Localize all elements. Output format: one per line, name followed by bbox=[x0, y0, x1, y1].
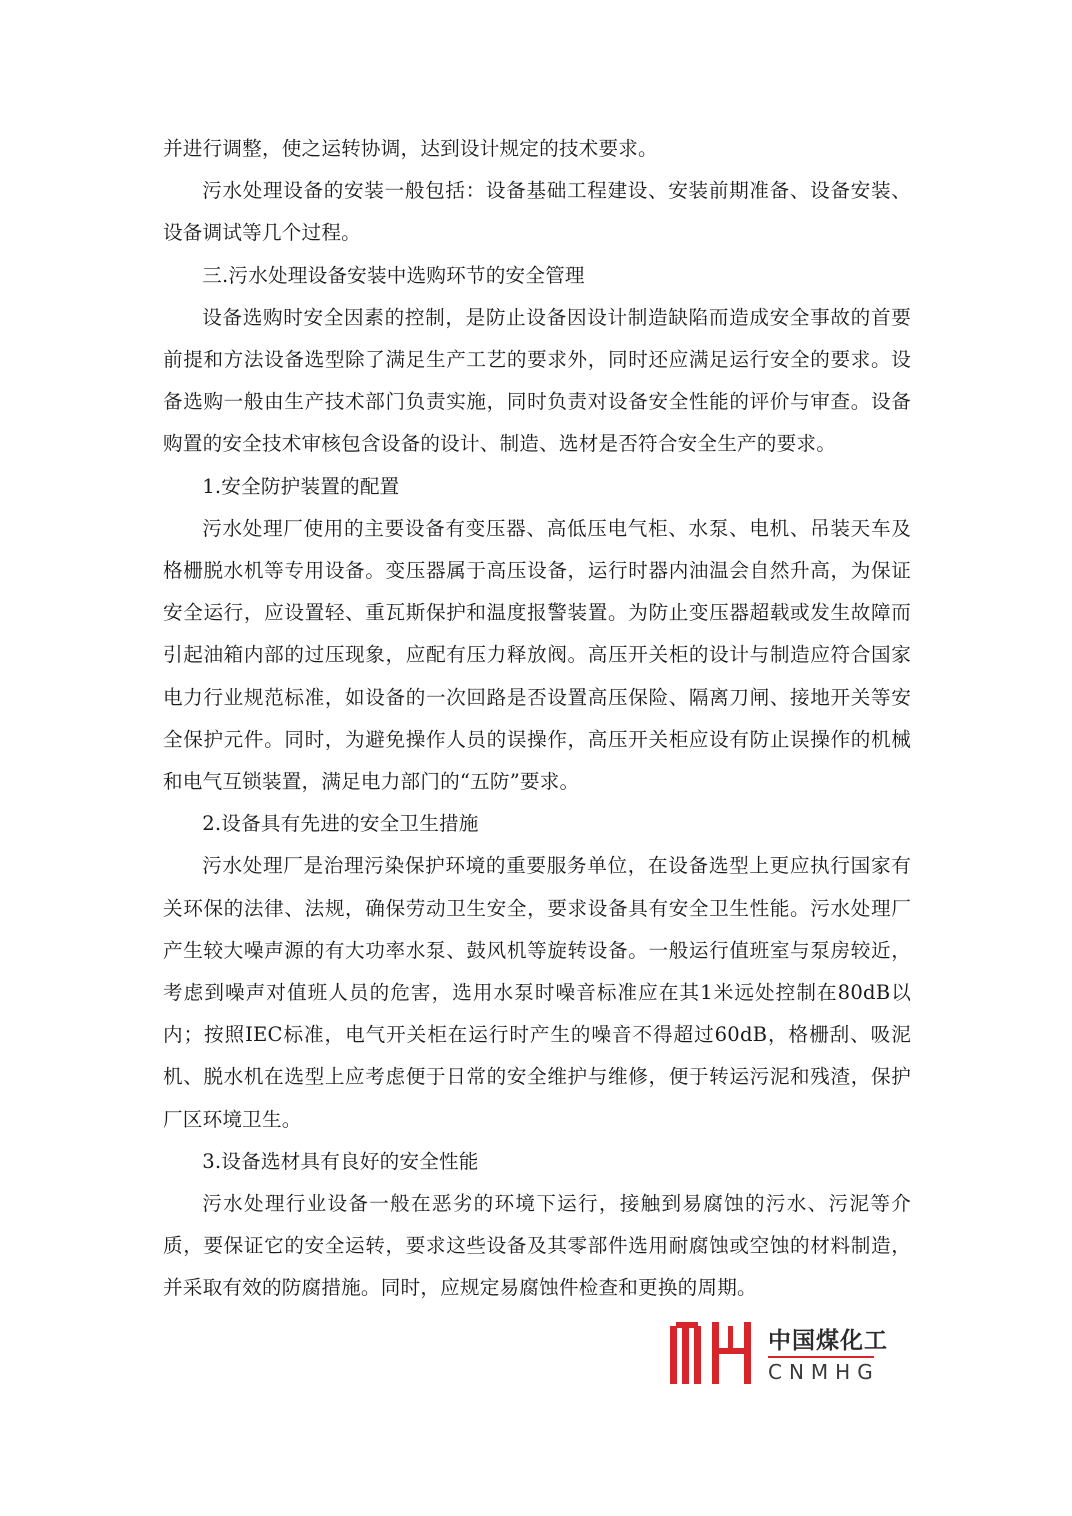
document-body bbox=[163, 128, 911, 1310]
paragraph-protective-devices: 污水处理厂使用的主要设备有变压器、高低压电气柜、水泵、电机、吊装天车及格栅脱水机等专用设备。变压器属于高压设备，运行时器内油温会自然升高，为保证安全运行，应设置轻、重瓦斯保护和温度报警装置。为防止变压器超载或发生故障而引起油箱内部的过压现象，应配有压力释放阀。高压开关柜的设计与制造应符合国家电力行业规范标准，如设备的一次回路是否设置高压保险、隔离刀闸、接地开关等安全保护元件。同时，为避免操作人员的误操作，高压开关柜应设有防止误操作的机械和电气互锁装置，满足电力部门的“五防”要求。 bbox=[163, 516, 911, 794]
subheading-3: 3.设备选材具有良好的安全性能 bbox=[202, 1149, 479, 1173]
logo-mark-icon bbox=[668, 1320, 764, 1388]
subheading-2: 2.设备具有先进的安全卫生措施 bbox=[202, 812, 479, 836]
subheading-1: 1.安全防护装置的配置 bbox=[202, 474, 400, 498]
logo-english-text: CNMHG bbox=[768, 1360, 880, 1384]
section-heading-3: 三.污水处理设备安装中选购环节的安全管理 bbox=[202, 263, 585, 287]
watermark-logo bbox=[668, 1320, 888, 1388]
paragraph-hygiene-measures: 污水处理厂是治理污染保护环境的重要服务单位，在设备选型上更应执行国家有关环保的法律、法规，确保劳动卫生安全，要求设备具有安全卫生性能。污水处理厂产生较大噪声源的有大功率水泵、鼓风机等旋转设备。一般运行值班室与泵房较近，考虑到噪声对值班人员的危害，选用水泵时噪音标准应在其1米远处控制在80dB以内；按照IEC标准，电气开关柜在运行时产生的噪音不得超过60dB，格栅刮、吸泥机、脱水机在选型上应考虑便于日常的安全维护与维修，便于转运污泥和残渣，保护厂区环境卫生。 bbox=[163, 854, 911, 1131]
logo-chinese-text: 中国煤化工 bbox=[768, 1328, 888, 1354]
paragraph-installation-overview: 污水处理设备的安装一般包括：设备基础工程建设、安装前期准备、设备安装、设备调试等几个过程。 bbox=[163, 179, 911, 245]
paragraph-selection-safety: 设备选购时安全因素的控制，是防止设备因设计制造缺陷而造成安全事故的首要前提和方法设备选型除了满足生产工艺的要求外，同时还应满足运行安全的要求。设备选购一般由生产技术部门负责实施，同时负责对设备安全性能的评价与审查。设备购置的安全技术审核包含设备的设计、制造、选材是否符合安全生产的要求。 bbox=[163, 305, 911, 456]
paragraph-continuation: 并进行调整，使之运转协调，达到设计规定的技术要求。 bbox=[163, 137, 658, 160]
paragraph-material-safety: 污水处理行业设备一般在恶劣的环境下运行，接触到易腐蚀的污水、污泥等介质，要保证它的安全运转，要求这些设备及其零部件选用耐腐蚀或空蚀的材料制造，并采取有效的防腐措施。同时，应规定易腐蚀件检查和更换的周期。 bbox=[163, 1192, 911, 1300]
logo-divider bbox=[768, 1356, 874, 1358]
